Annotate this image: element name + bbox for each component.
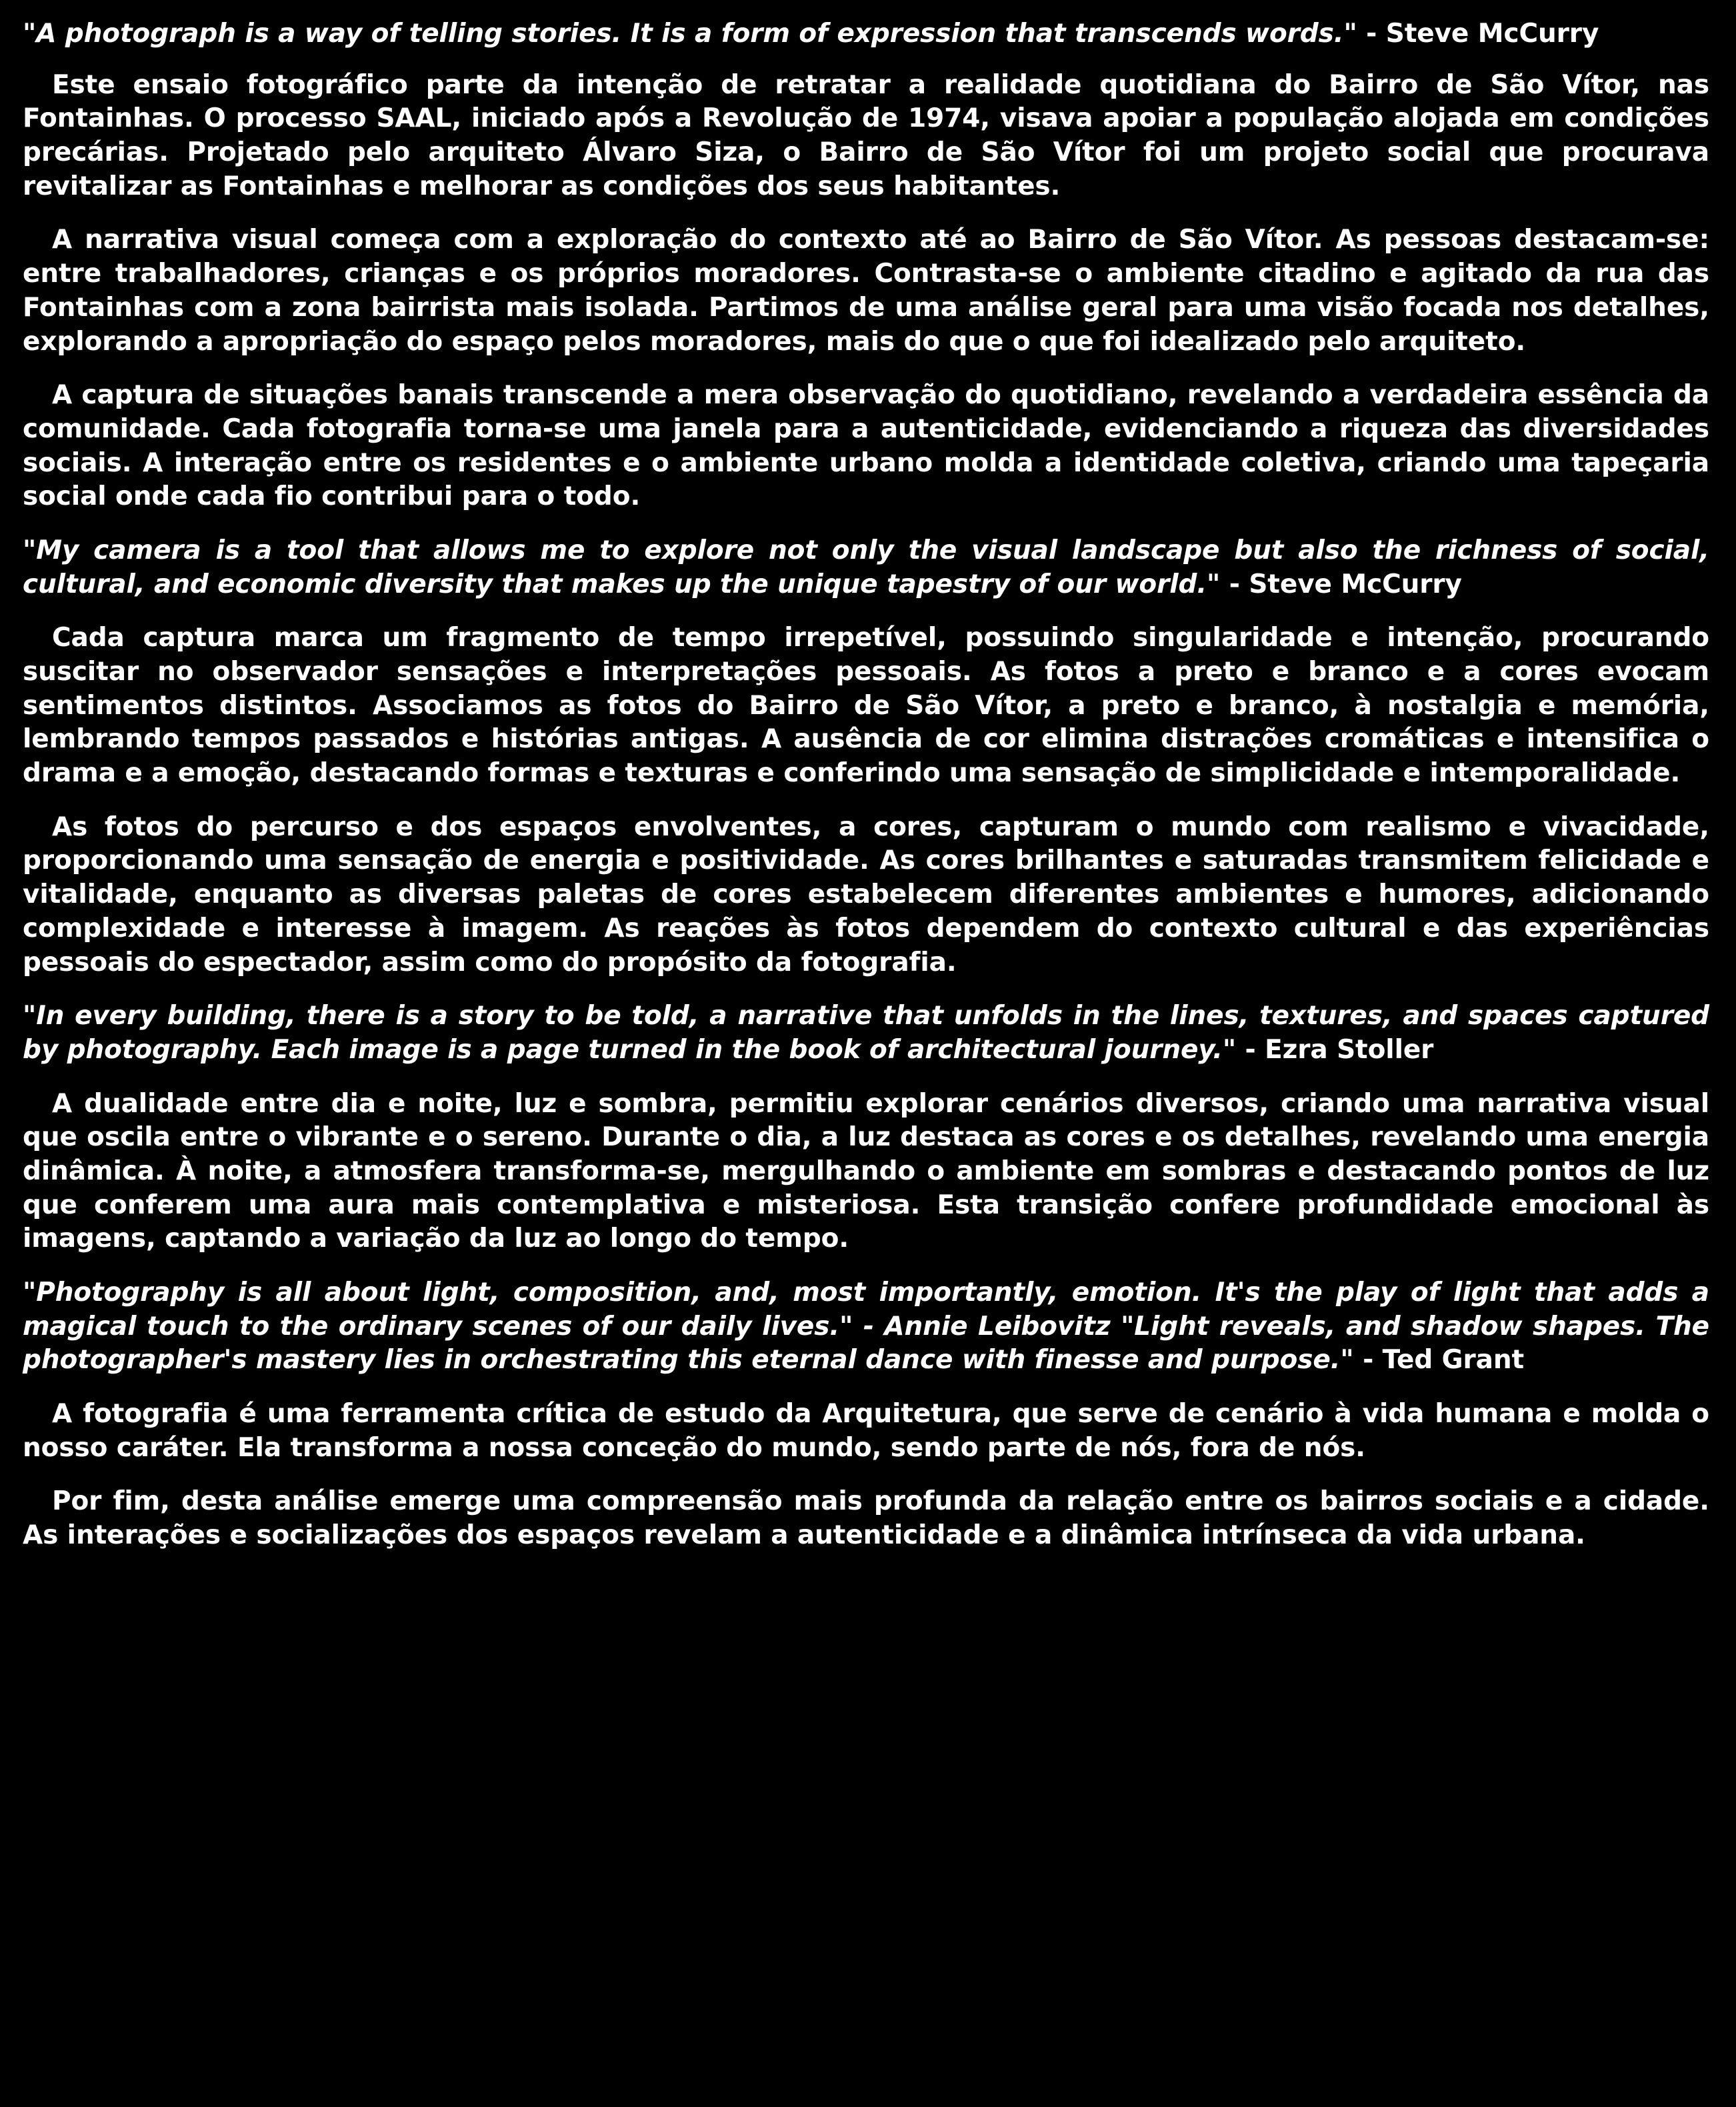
paragraph-text: As fotos do percurso e dos espaços envolventes, a cores, capturam o mundo com realismo e vivacidade, proporcionando uma sensação de energia e positividade. As cores brilhantes e saturadas transmitem felicidade e vitalidade, enquanto as diversas paletas de cores estabelecem diferentes ambientes e humores, adicionando complexidade e interesse à imagem. As reações às fotos dependem do contexto cultural e das experiências pessoais do espectador, assim como do propósito da fotografia.: [23, 811, 1709, 977]
body-paragraph-5: [23, 811, 1709, 979]
paragraph-text: A dualidade entre dia e noite, luz e sombra, permitiu explorar cenários diversos, criando uma narrativa visual que oscila entre o vibrante e o sereno. Durante o dia, a luz destaca as cores e os detalhes, revelando uma energia dinâmica. À noite, a atmosfera transforma-se, mergulhando o ambiente em sombras e destacando pontos de luz que conferem uma aura mais contemplativa e misteriosa. Esta transição confere profundidade emocional às imagens, captando a variação da luz ao longo do tempo.: [23, 1088, 1709, 1254]
body-paragraph-6: [23, 1088, 1709, 1256]
quote-text: "A photograph is a way of telling stories. It is a form of expression that transcends words.": [23, 19, 1357, 49]
pull-quote-leibovitz-grant: [23, 1276, 1709, 1378]
quote-attribution: - Ted Grant: [1353, 1345, 1525, 1376]
body-paragraph-4: [23, 621, 1709, 790]
body-paragraph-1: [23, 69, 1709, 204]
quote-attribution: - Ezra Stoller: [1236, 1034, 1434, 1065]
quote-text: "My camera is a tool that allows me to explore not only the visual landscape but also the richness of social, cultural, and economic diversity that makes up the unique tapestry of our world.": [23, 535, 1709, 599]
body-paragraph-8: [23, 1485, 1709, 1552]
quote-text: "Photography is all about light, composition, and, most importantly, emotion. It's the play of light that adds a magical touch to the ordinary scenes of our daily lives." - Annie Leibovitz "Light reveals, and shadow shapes. The photographer's mastery lies in orchestrating this eternal dance with finesse and purpose.": [23, 1278, 1709, 1376]
quote-attribution: - Steve McCurry: [1220, 569, 1462, 599]
paragraph-text: A fotografia é uma ferramenta crítica de estudo da Arquitetura, que serve de cenário à vida humana e molda o nosso caráter. Ela transforma a nossa conceção do mundo, sendo parte de nós, fora de nós.: [23, 1399, 1709, 1463]
paragraph-text: A captura de situações banais transcende a mera observação do quotidiano, revelando a verdadeira essência da comunidade. Cada fotografia torna-se uma janela para a autenticidade, evidenciando a riqueza das diversidades sociais. A interação entre os residentes e o ambiente urbano molda a identidade coletiva, criando uma tapeçaria social onde cada fio contribui para o todo.: [23, 380, 1709, 512]
paragraph-text: Por fim, desta análise emerge uma compreensão mais profunda da relação entre os bairros sociais e a cidade. As interações e socializações dos espaços revelam a autenticidade e a dinâmica intrínseca da vida urbana.: [23, 1486, 1709, 1551]
pull-quote-stoller: [23, 999, 1709, 1067]
body-paragraph-7: [23, 1398, 1709, 1465]
paragraph-text: A narrativa visual começa com a exploração do contexto até ao Bairro de São Vítor. As pessoas destacam-se: entre trabalhadores, crianças e os próprios moradores. Contrasta-se o ambiente citadino e agitado da rua das Fontainhas com a zona bairrista mais isolada. Partimos de uma análise geral para uma visão focada nos detalhes, explorando a apropriação do espaço pelos moradores, mais do que o que foi idealizado pelo arquiteto.: [23, 225, 1709, 357]
paragraph-text: Este ensaio fotográfico parte da intenção de retratar a realidade quotidiana do Bairro de São Vítor, nas Fontainhas. O processo SAAL, iniciado após a Revolução de 1974, visava apoiar a população alojada em condições precárias. Projetado pelo arquiteto Álvaro Siza, o Bairro de São Vítor foi um projeto social que procurava revitalizar as Fontainhas e melhorar as condições dos seus habitantes.: [23, 69, 1709, 201]
quote-attribution: - Steve McCurry: [1357, 19, 1599, 49]
pull-quote-mccurry-2: [23, 534, 1709, 601]
body-paragraph-2: [23, 223, 1709, 359]
pull-quote-mccurry-1: [23, 17, 1709, 51]
quote-text: "In every building, there is a story to be told, a narrative that unfolds in the lines, textures, and spaces captured by photography. Each image is a page turned in the book of architectural journey.": [23, 1001, 1709, 1065]
paragraph-text: Cada captura marca um fragmento de tempo irrepetível, possuindo singularidade e intenção, procurando suscitar no observador sensações e interpretações pessoais. As fotos a preto e branco e a cores evocam sentimentos distintos. Associamos as fotos do Bairro de São Vítor, a preto e branco, à nostalgia e memória, lembrando tempos passados e histórias antigas. A ausência de cor elimina distrações cromáticas e intensifica o drama e a emoção, destacando formas e texturas e conferindo uma sensação de simplicidade e intemporalidade.: [23, 623, 1709, 789]
body-paragraph-3: [23, 379, 1709, 514]
